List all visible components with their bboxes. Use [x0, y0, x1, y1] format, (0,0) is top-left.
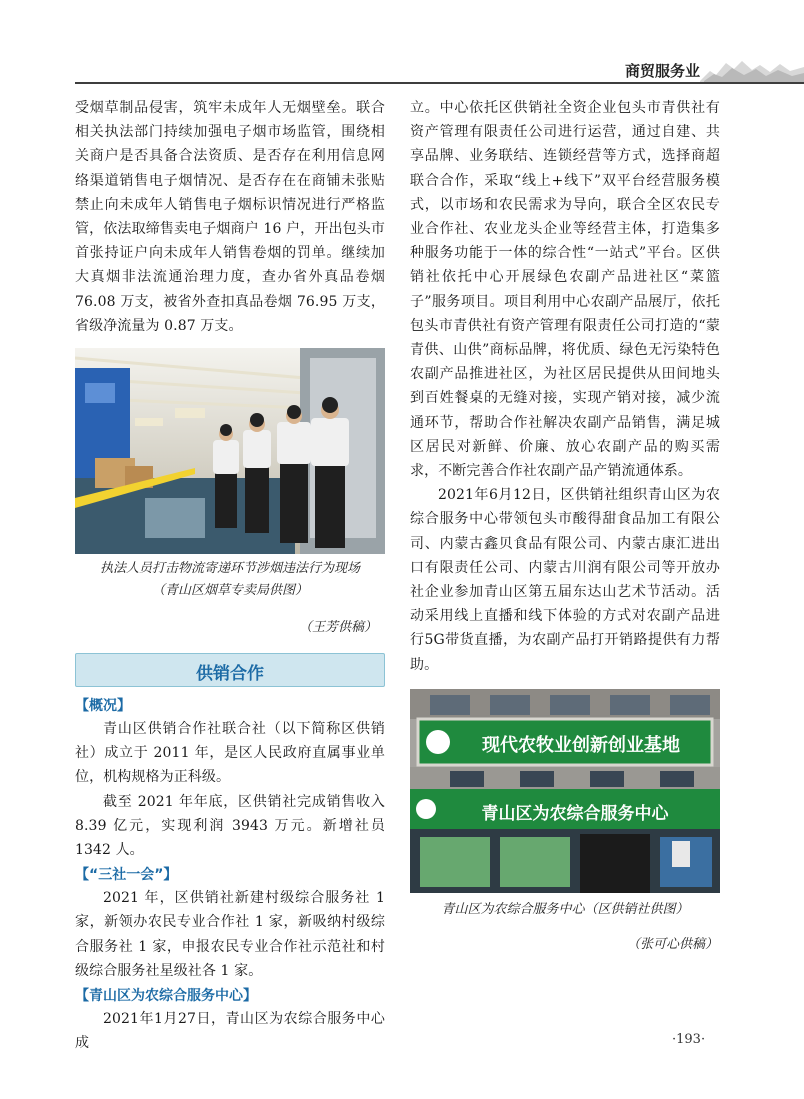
left-column: [75, 96, 385, 1055]
sign-top-text: 现代农牧业创新创业基地: [482, 734, 680, 756]
body-paragraph: 立。中心依托区供销社全资企业包头市青供社有资产管理有限责任公司进行运营，通过自建、共享品牌、业务联结、连锁经营等方式，选择商超联合合作，采取“线上+线下”双平台经营服务模式，以市场和农民需求为导向，联合全区农民专业合作社、农业龙头企业等经营主体，打造集多种服务功能于一体的综合性“一站式”平台。区供销社依托中心开展绿色农副产品进社区“菜篮子”服务项目。项目利用中心农副产品展厅，依托包头市青供社有资产管理有限责任公司打造的“蒙青供、山供”商标品牌，将优质、绿色无污染特色农副产品推进社区，为社区居民提供从田间地头到百姓餐桌的无缝对接，实现产销对接，减少流通环节，帮助合作社解决农副产品销售，满足城区居民对新鲜、价廉、放心农副产品的购买需求，不断完善合作社农副产品产销流通体系。: [410, 100, 720, 480]
body-paragraph: 受烟草制品侵害，筑牢未成年人无烟壁垒。联合相关执法部门持续加强电子烟市场监管，围绕相关商户是否具备合法资质、是否存在利用信息网络渠道销售电子烟情况、是否存在在商铺未张贴禁止向未成年人销售电子烟标识情况进行严格监管，依法取缔售卖电子烟商户 16 户，开出包头市首张持证户向未成年人销售卷烟的罚单。继续加大真烟非法流通治理力度，查办省外真品卷烟 76.08 万支，被省外查扣真品卷烟 76.95 万支，省级净流量为 0.87 万支。: [75, 100, 385, 334]
subheading-overview: 【概况】: [75, 698, 131, 715]
body-paragraph: 青山区供销合作社联合社（以下简称区供销社）成立于 2011 年，是区人民政府直属事业单位，机构规格为正科级。: [75, 721, 385, 786]
subheading-service-center: 【青山区为农综合服务中心】: [75, 988, 257, 1005]
body-paragraph: 2021年1月27日，青山区为农综合服务中心成: [75, 1011, 385, 1052]
photo-caption: 青山区为农综合服务中心（区供销社供图）: [441, 901, 689, 917]
photo-service-center: [410, 689, 720, 893]
photo-caption: 执法人员打击物流寄递环节涉烟违法行为现场: [99, 561, 360, 577]
body-paragraph: 2021 年，区供销社新建村级综合服务社 1 家，新领办农民专业合作社 1 家，新吸纳村级综合服务社 1 家，申报农民专业合作社示范社和村级综合服务社星级社各 1 家。: [75, 890, 385, 979]
logistics-scene-image: [75, 348, 385, 554]
page-number: ·193·: [672, 1032, 706, 1047]
photo-logistics-inspection: [75, 348, 385, 554]
subheading-sanshe: 【“三社一会”】: [75, 867, 178, 884]
header-rule: [75, 82, 804, 84]
section-heading: 供销合作: [196, 664, 264, 685]
photo-caption-source: （青山区烟草专卖局供图）: [151, 583, 308, 599]
sign-bottom-text: 青山区为农综合服务中心: [481, 803, 669, 824]
mountain-decoration-icon: [700, 55, 804, 83]
service-center-storefront-image: [410, 689, 720, 893]
right-column: [410, 96, 720, 952]
section-heading-bar: [75, 653, 385, 687]
article-credit: （王芳供稿）: [298, 620, 377, 636]
article-credit: （张可心供稿）: [626, 936, 718, 952]
body-paragraph: 截至 2021 年年底，区供销社完成销售收入 8.39 亿元，实现利润 3943 万元。新增社员 1342 人。: [75, 793, 385, 859]
header-section-title: 商贸服务业: [625, 62, 701, 80]
body-paragraph: 2021年6月12日，区供销社组织青山区为农综合服务中心带领包头市酸得甜食品加工有限公司、内蒙古鑫贝食品有限公司、内蒙古康汇进出口有限责任公司、内蒙古川润有限公司等开放办社企业参加青山区第五届东达山艺术节活动。活动采用线上直播和线下体验的方式对农副产品进行5G带货直播，为农副产品打开销路提供有力帮助。: [410, 487, 720, 673]
